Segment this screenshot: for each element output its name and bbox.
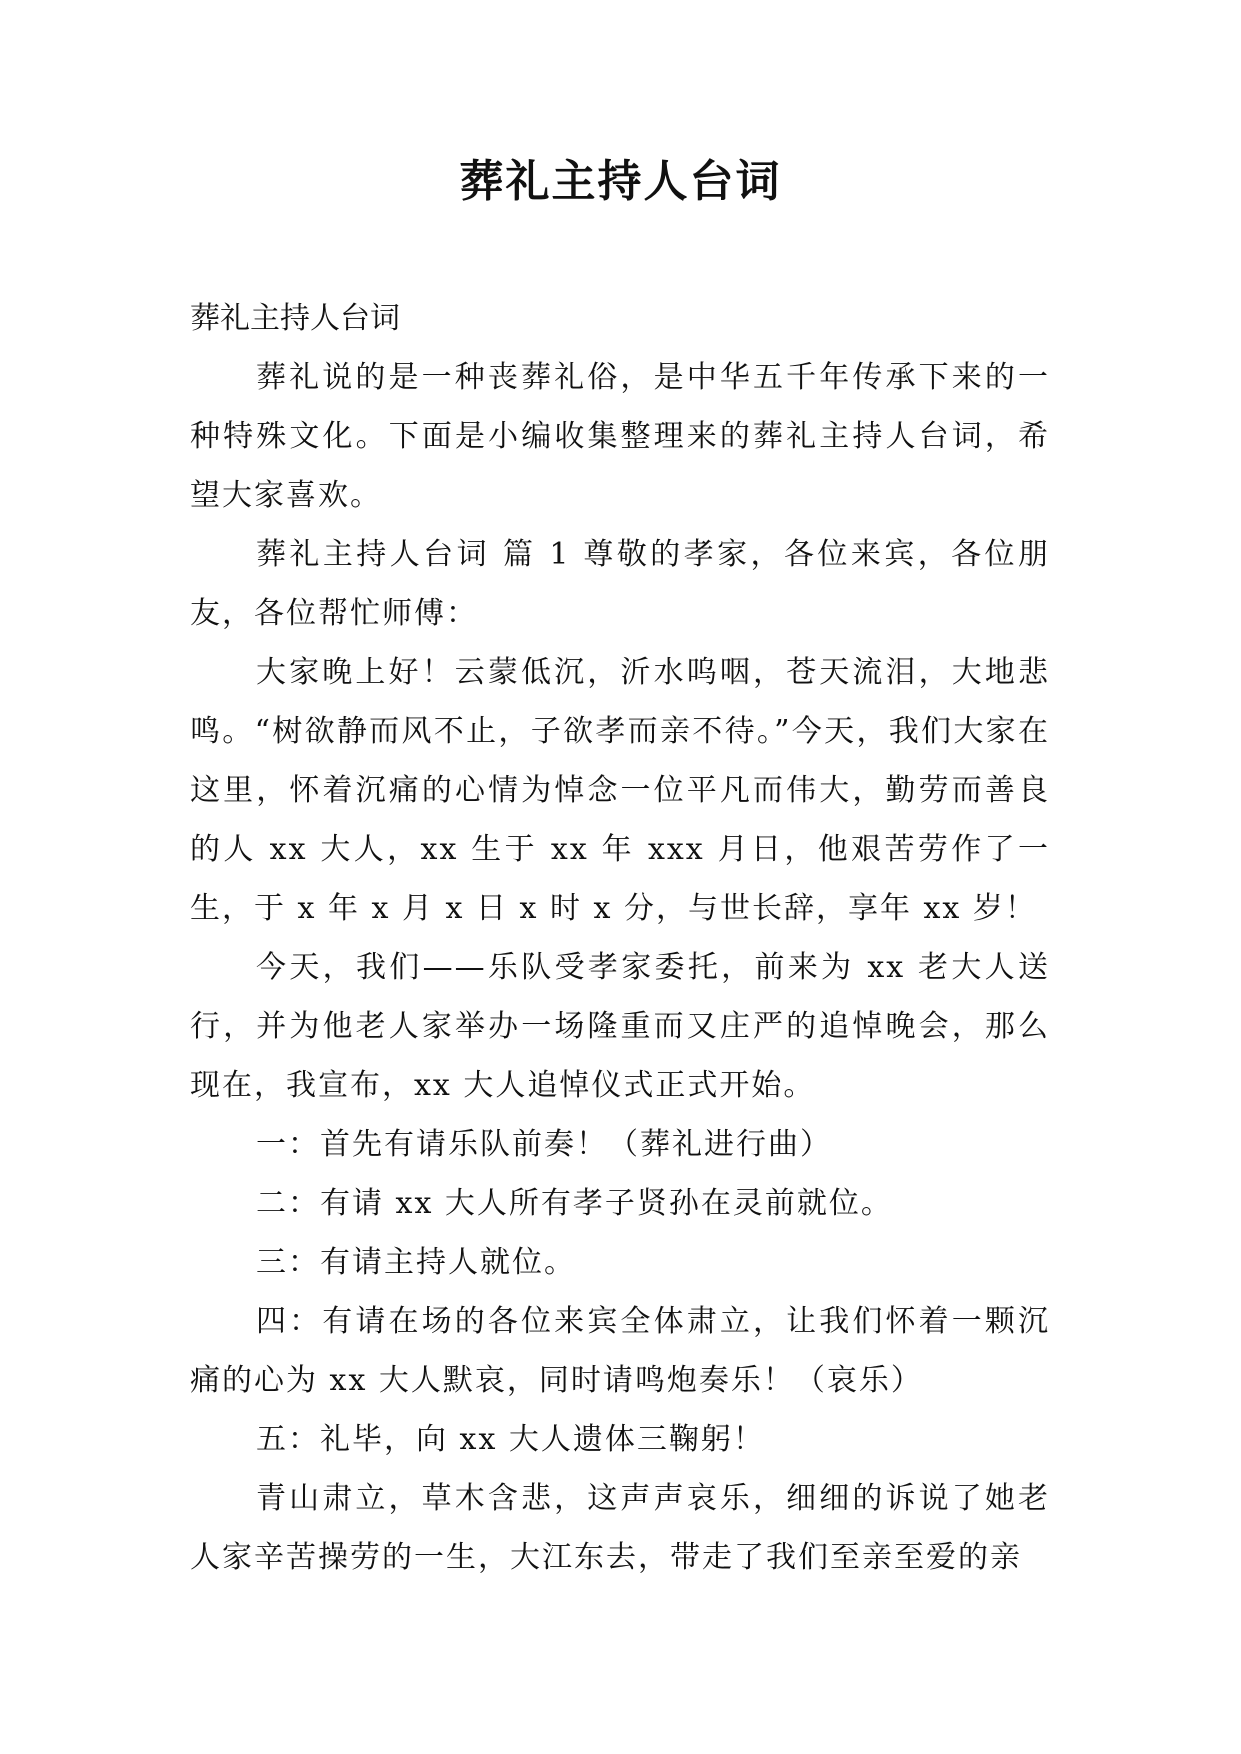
paragraph-step-4: 四：有请在场的各位来宾全体肃立，让我们怀着一颗沉痛的心为 xx 大人默哀，同时请鸣炮奏乐！（哀乐） <box>190 1304 1050 1398</box>
paragraph-step-3: 三：有请主持人就位。 <box>256 1245 576 1280</box>
paragraph-announcement: 今天，我们——乐队受孝家委托，前来为 xx 老大人送行，并为他老人家举办一场隆重而又庄严的追悼晚会，那么现在，我宣布，xx 大人追悼仪式正式开始。 <box>190 950 1050 1103</box>
paragraph-eulogy: 青山肃立，草木含悲，这声声哀乐，细细的诉说了她老人家辛苦操劳的一生，大江东去，带走了我们至亲至爱的亲 <box>190 1481 1050 1575</box>
document-body <box>190 290 1050 1587</box>
paragraph-step-2: 二：有请 xx 大人所有孝子贤孙在灵前就位。 <box>256 1186 893 1221</box>
paragraph-intro: 葬礼说的是一种丧葬礼俗，是中华五千年传承下来的一种特殊文化。下面是小编收集整理来的葬礼主持人台词，希望大家喜欢。 <box>190 360 1050 513</box>
paragraph-step-1: 一：首先有请乐队前奏！（葬礼进行曲） <box>256 1127 832 1162</box>
paragraph-step-5: 五：礼毕，向 xx 大人遗体三鞠躬！ <box>256 1422 765 1457</box>
document-title: 葬礼主持人台词 <box>459 156 782 207</box>
paragraph-opening: 大家晚上好！云蒙低沉，沂水呜咽，苍天流泪，大地悲鸣。“树欲静而风不止，子欲孝而亲不待。”今天，我们大家在这里，怀着沉痛的心情为悼念一位平凡而伟大，勤劳而善良的人 xx 大人，xx 生于 xx 年 xxx 月日，他艰苦劳作了一生，于 x 年 x 月 x 日 x 时 x 分，与世长辞，享年 xx 岁！ <box>190 655 1050 926</box>
paragraph-greeting: 葬礼主持人台词 篇 1 尊敬的孝家，各位来宾，各位朋友，各位帮忙师傅： <box>190 537 1050 631</box>
document-subtitle: 葬礼主持人台词 <box>190 301 400 336</box>
